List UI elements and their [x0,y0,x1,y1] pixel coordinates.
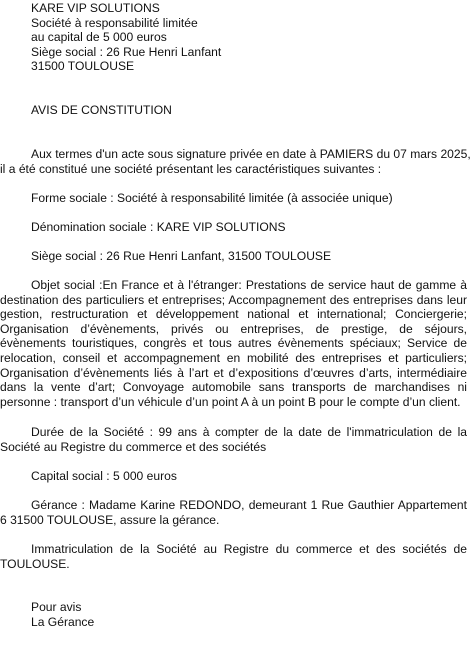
gerance-paragraph [0,498,467,527]
gerance-text: Gérance : Madame Karine REDONDO, demeurant 1 Rue Gauthier Appartement 6 31500 TOULOUSE, assure la gérance. [0,498,467,527]
notice-title: AVIS DE CONSTITUTION [31,103,172,117]
objet-social-text: Objet social :En France et à l'étranger: Prestations de service haut de gamme à destination des particuliers et entreprises; Accompagnement des entreprises dans leur gestion, restructuration et développement national et international; Conciergerie; Organisation d’évènements, privés ou entreprises, de prestige, de séjours, évènements touristiques, congrès et tous autres évènements spéciaux; Service de relocation, conseil et accompagnement en mobilité des entreprises et particuliers; Organisation d’évènements liés à l’art et d’expositions d’œuvres d’arts, intermédiaire dans la vente d’art; Convoyage automobile sans transports de marchandises ni personne : transport d’un véhicule d’un point A à un point B pour le compte d’un client. [0,278,467,409]
capital-social: Capital social : 5 000 euros [31,469,177,483]
intro-line-2: il a été constitué une société présentant les caractéristiques suivantes : [0,161,382,176]
forme-sociale: Forme sociale : Société à responsabilité limitée (à associée unique) [31,191,393,205]
siege-social: Siège social : 26 Rue Henri Lanfant, 31500 TOULOUSE [31,249,332,263]
immatriculation-text: Immatriculation de la Société au Registre du commerce et des sociétés de TOULOUSE. [0,542,467,571]
closing-signatory: La Gérance [31,614,95,629]
intro-line-1: Aux termes d'un acte sous signature privée en date à PAMIERS du 07 mars 2025, [31,147,471,161]
company-seat: Siège social : 26 Rue Henri Lanfant [31,44,222,59]
duree-text: Durée de la Société : 99 ans à compter de la date de l'immatriculation de la Société au Registre du commerce et des sociétés [0,425,467,454]
immatriculation-paragraph [0,542,467,571]
company-capital: au capital de 5 000 euros [31,30,167,44]
company-legal-form: Société à responsabilité limitée [31,15,198,30]
company-city: 31500 TOULOUSE [31,59,135,73]
denomination-sociale: Dénomination sociale : KARE VIP SOLUTIONS [31,220,286,234]
duree-paragraph [0,425,467,454]
closing-pour-avis: Pour avis [31,600,82,614]
company-name: KARE VIP SOLUTIONS [31,1,160,15]
objet-social-paragraph [0,278,467,409]
